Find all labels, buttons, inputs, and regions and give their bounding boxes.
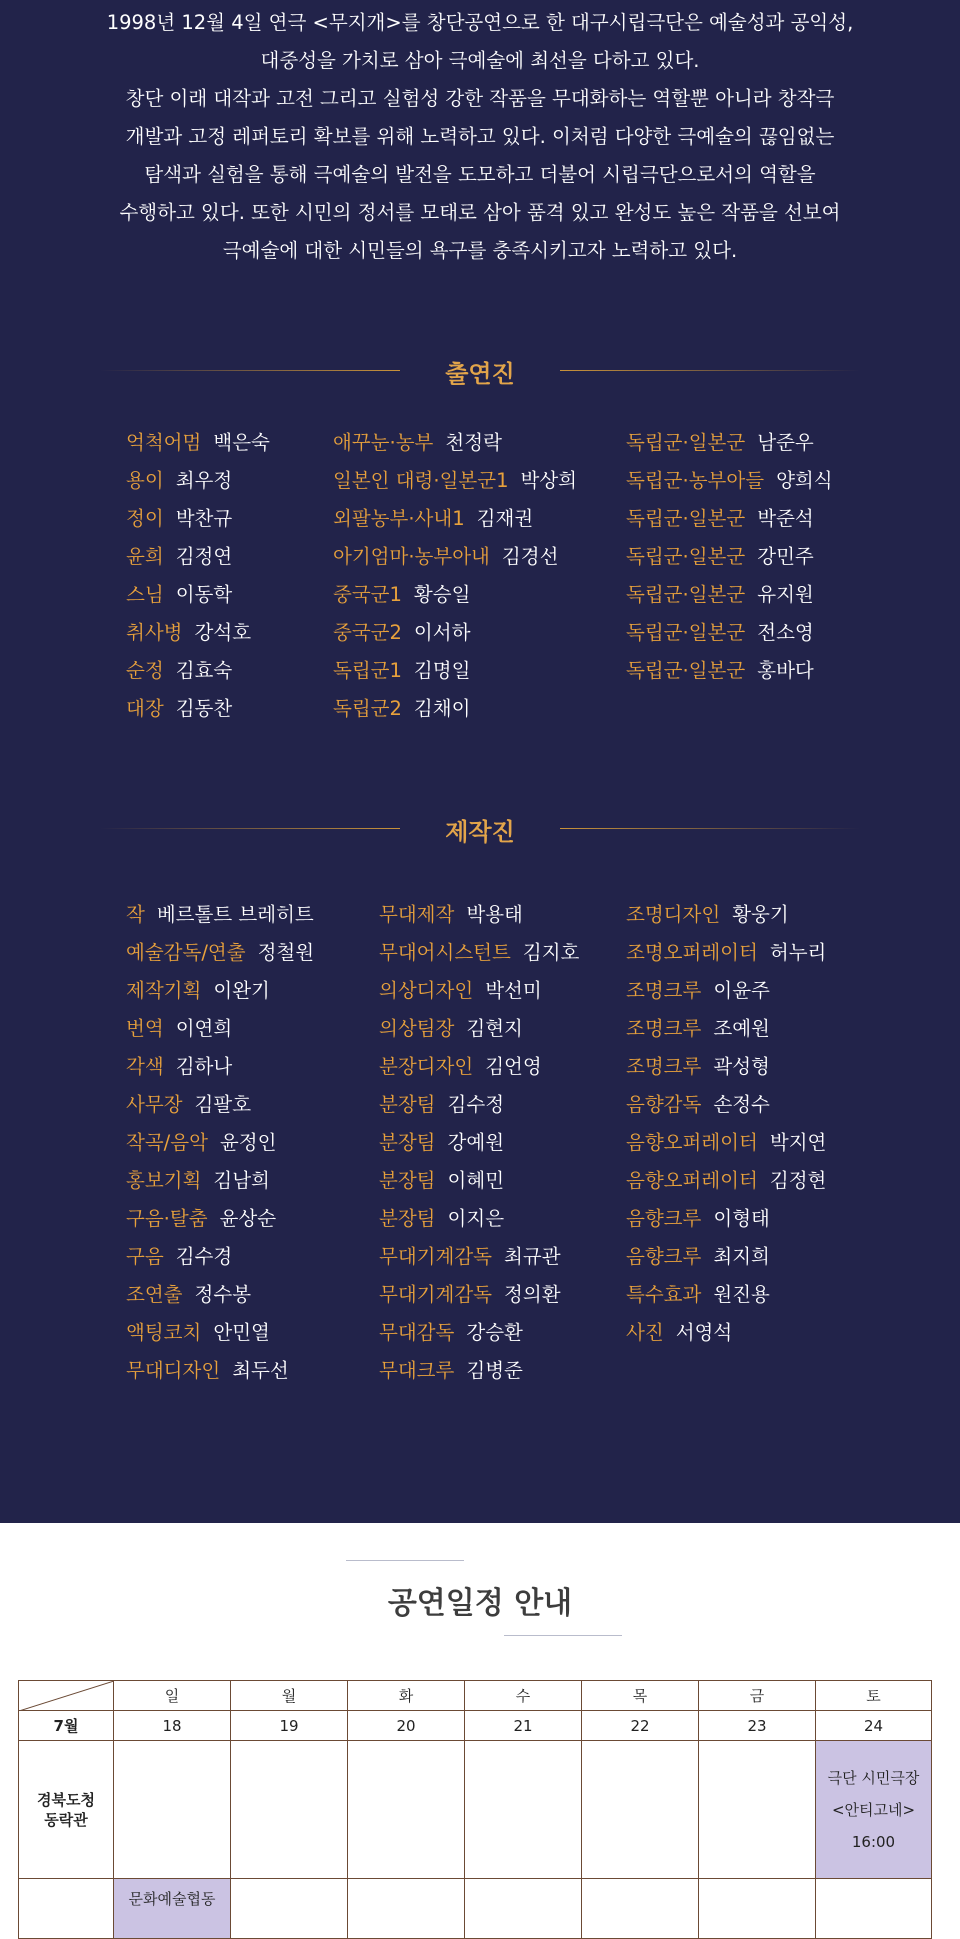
- staff-role: 구음: [126, 1245, 164, 1268]
- cast-row: [333, 652, 577, 690]
- staff-name: 손정수: [713, 1093, 770, 1116]
- intro-line: 개발과 고정 레퍼토리 확보를 위해 노력하고 있다. 이처럼 다양한 극예술의 끊임없는: [125, 125, 835, 148]
- staff-row: [379, 934, 579, 972]
- staff-role: 무대기계감독: [379, 1245, 493, 1268]
- staff-name: 김수경: [175, 1245, 233, 1268]
- intro-line: 창단 이래 대작과 고전 그리고 실험성 강한 작품을 무대화하는 역할뿐 아니라 창작극: [125, 87, 835, 110]
- cast-role: 대장: [126, 697, 164, 720]
- schedule-calendar: [18, 1680, 932, 1939]
- venue-name-line: 경북도청: [37, 1790, 95, 1809]
- cast-role: 순정: [126, 659, 164, 682]
- staff-row: [379, 896, 579, 934]
- cast-role: 억척어멈: [126, 431, 202, 454]
- staff-row: [379, 1162, 579, 1200]
- cast-name: 황승일: [413, 583, 471, 606]
- event-company: 극단 시민극장: [827, 1768, 920, 1787]
- staff-name: 최규관: [504, 1245, 561, 1268]
- staff-row: [379, 1010, 579, 1048]
- staff-role: 번역: [126, 1017, 164, 1040]
- cast-heading: [100, 350, 860, 390]
- staff-role: 의상디자인: [379, 979, 474, 1002]
- staff-role: 무대감독: [379, 1321, 455, 1344]
- cast-row: [126, 500, 270, 538]
- staff-role: 조명크루: [626, 1017, 702, 1040]
- cast-row: [333, 576, 577, 614]
- staff-role: 음향크루: [626, 1245, 702, 1268]
- staff-title: 제작진: [445, 818, 515, 846]
- staff-name: 정의환: [504, 1283, 561, 1306]
- cast-name: 이서하: [413, 621, 471, 644]
- performance-event-cell[interactable]: [816, 1741, 932, 1879]
- staff-role: 무대어시스턴트: [379, 941, 511, 964]
- cast-row: [126, 690, 270, 728]
- staff-row: [626, 1086, 826, 1124]
- staff-row: [626, 1200, 826, 1238]
- staff-row: [379, 1314, 579, 1352]
- venue-name-line: 동락관: [44, 1810, 88, 1829]
- cast-name: 김동찬: [175, 697, 233, 720]
- staff-name: 김언영: [485, 1055, 542, 1078]
- staff-row: [126, 1124, 314, 1162]
- staff-row: [126, 1010, 314, 1048]
- staff-role: 무대제작: [379, 903, 455, 926]
- staff-name: 김지호: [522, 941, 580, 964]
- staff-row: [126, 934, 314, 972]
- staff-column: [626, 896, 826, 1352]
- date-cell: 18: [114, 1711, 231, 1741]
- cast-column: [126, 424, 270, 728]
- staff-row: [379, 1238, 579, 1276]
- staff-row: [126, 1352, 314, 1390]
- event-title: <안티고네>: [831, 1800, 916, 1819]
- staff-row: [379, 1352, 579, 1390]
- cast-name: 김효숙: [175, 659, 233, 682]
- cast-role: 외팔농부·사내1: [333, 507, 465, 530]
- staff-row: [126, 1162, 314, 1200]
- weekday-tue: 화: [348, 1681, 465, 1711]
- cast-name: 김명일: [413, 659, 471, 682]
- cast-name: 강석호: [194, 621, 252, 644]
- staff-role: 사무장: [126, 1093, 183, 1116]
- weekday-row: [19, 1681, 932, 1711]
- weekday-wed: 수: [465, 1681, 582, 1711]
- staff-row: [626, 1314, 826, 1352]
- staff-name: 서영석: [675, 1321, 733, 1344]
- staff-role: 예술감독/연출: [126, 941, 246, 964]
- staff-role: 분장디자인: [379, 1055, 474, 1078]
- staff-role: 특수효과: [626, 1283, 702, 1306]
- staff-role: 음향오퍼레이터: [626, 1169, 758, 1192]
- staff-role: 조연출: [126, 1283, 183, 1306]
- staff-role: 분장팀: [379, 1169, 436, 1192]
- staff-name: 원진용: [713, 1283, 770, 1306]
- intro-line: 수행하고 있다. 또한 시민의 정서를 모태로 삼아 품격 있고 완성도 높은 작품을 선보여: [119, 201, 841, 224]
- staff-row: [379, 1048, 579, 1086]
- staff-row: [626, 1124, 826, 1162]
- staff-name: 곽성형: [713, 1055, 770, 1078]
- weekday-fri: 금: [699, 1681, 816, 1711]
- cast-name: 김재권: [476, 507, 534, 530]
- cast-role: 독립군·일본군: [626, 545, 746, 568]
- staff-role: 각색: [126, 1055, 164, 1078]
- intro-line: 대중성을 가치로 삼아 극예술에 최선을 다하고 있다.: [260, 49, 700, 72]
- staff-role: 무대기계감독: [379, 1283, 493, 1306]
- staff-name: 김정현: [769, 1169, 827, 1192]
- staff-name: 조예원: [713, 1017, 770, 1040]
- staff-name: 김하나: [175, 1055, 233, 1078]
- cast-role: 독립군·일본군: [626, 431, 746, 454]
- staff-name: 김팔호: [194, 1093, 252, 1116]
- cast-role: 용이: [126, 469, 164, 492]
- staff-name: 안민열: [213, 1321, 270, 1344]
- cast-role: 독립군·일본군: [626, 621, 746, 644]
- event-time: 16:00: [851, 1832, 896, 1851]
- cast-role: 독립군·농부아들: [626, 469, 765, 492]
- schedule-top-rule: [346, 1560, 464, 1561]
- intro-line: 극예술에 대한 시민들의 욕구를 충족시키고자 노력하고 있다.: [222, 239, 738, 262]
- empty-cell: [816, 1879, 932, 1939]
- weekday-mon: 월: [231, 1681, 348, 1711]
- cast-name: 김채이: [413, 697, 471, 720]
- staff-name: 박용태: [466, 903, 523, 926]
- staff-heading: [100, 808, 860, 848]
- cast-column: [626, 424, 833, 690]
- staff-row: [379, 1086, 579, 1124]
- staff-row: [379, 1200, 579, 1238]
- venue-row: [19, 1741, 932, 1879]
- staff-row: [379, 972, 579, 1010]
- staff-name: 김수정: [447, 1093, 505, 1116]
- staff-name: 이연희: [175, 1017, 233, 1040]
- cast-role: 아기엄마·농부아내: [333, 545, 490, 568]
- staff-row: [626, 1048, 826, 1086]
- date-cell: 23: [699, 1711, 816, 1741]
- staff-row: [626, 896, 826, 934]
- staff-row: [126, 1200, 314, 1238]
- staff-row: [126, 1086, 314, 1124]
- weekday-sat: 토: [816, 1681, 932, 1711]
- intro-paragraph: [60, 4, 900, 270]
- cast-role: 독립군·일본군: [626, 507, 746, 530]
- cast-role: 윤희: [126, 545, 164, 568]
- staff-row: [126, 972, 314, 1010]
- empty-cell: [114, 1741, 231, 1879]
- staff-name: 황웅기: [732, 903, 789, 926]
- cast-row: [126, 652, 270, 690]
- cast-role: 일본인 대령·일본군1: [333, 469, 509, 492]
- cast-row: [126, 424, 270, 462]
- staff-name: 허누리: [769, 941, 827, 964]
- staff-role: 조명크루: [626, 1055, 702, 1078]
- staff-name: 베르톨트 브레히트: [156, 903, 314, 926]
- staff-row: [126, 896, 314, 934]
- cast-name: 최우정: [175, 469, 233, 492]
- staff-role: 분장팀: [379, 1207, 436, 1230]
- staff-role: 작곡/음악: [126, 1131, 208, 1154]
- weekday-thu: 목: [582, 1681, 699, 1711]
- staff-row: [626, 1238, 826, 1276]
- staff-row: [126, 1048, 314, 1086]
- staff-name: 윤상순: [219, 1207, 277, 1230]
- cast-row: [333, 690, 577, 728]
- staff-role: 조명크루: [626, 979, 702, 1002]
- cast-name: 유지원: [757, 583, 814, 606]
- staff-role: 분장팀: [379, 1093, 436, 1116]
- cast-role: 취사병: [126, 621, 183, 644]
- staff-role: 분장팀: [379, 1131, 436, 1154]
- empty-cell: [348, 1879, 465, 1939]
- empty-cell: [582, 1741, 699, 1879]
- cast-row: [626, 500, 833, 538]
- cast-name: 남준우: [757, 431, 814, 454]
- staff-name: 이윤주: [713, 979, 770, 1002]
- cast-name: 김정연: [175, 545, 233, 568]
- cast-row: [626, 424, 833, 462]
- empty-cell: [231, 1741, 348, 1879]
- staff-name: 최두선: [232, 1359, 289, 1382]
- cast-column: [333, 424, 577, 728]
- staff-name: 이혜민: [447, 1169, 505, 1192]
- cast-row: [626, 462, 833, 500]
- date-cell: 24: [816, 1711, 932, 1741]
- cast-row: [626, 652, 833, 690]
- divider-line: [560, 828, 860, 829]
- staff-row: [626, 934, 826, 972]
- staff-name: 김병준: [466, 1359, 523, 1382]
- staff-role: 조명오퍼레이터: [626, 941, 758, 964]
- staff-name: 윤정인: [219, 1131, 277, 1154]
- staff-row: [126, 1314, 314, 1352]
- cast-name: 박상희: [520, 469, 578, 492]
- date-cell: 19: [231, 1711, 348, 1741]
- staff-role: 제작기획: [126, 979, 202, 1002]
- empty-cell: [582, 1879, 699, 1939]
- staff-row: [126, 1276, 314, 1314]
- performance-event-cell[interactable]: [114, 1879, 231, 1939]
- staff-role: 작: [126, 903, 145, 926]
- cast-role: 독립군2: [333, 697, 402, 720]
- cast-name: 박준석: [757, 507, 814, 530]
- cast-row: [126, 538, 270, 576]
- month-label: 7월: [19, 1711, 114, 1741]
- staff-name: 정철원: [257, 941, 315, 964]
- empty-cell: [231, 1879, 348, 1939]
- staff-row: [626, 1162, 826, 1200]
- cast-role: 독립군·일본군: [626, 659, 746, 682]
- divider-line: [560, 370, 860, 371]
- staff-row: [379, 1124, 579, 1162]
- cast-row: [333, 538, 577, 576]
- cast-name: 양희식: [776, 469, 833, 492]
- empty-cell: [699, 1879, 816, 1939]
- staff-role: 무대디자인: [126, 1359, 221, 1382]
- date-cell: 21: [465, 1711, 582, 1741]
- cast-name: 강민주: [757, 545, 814, 568]
- empty-cell: [465, 1741, 582, 1879]
- staff-name: 박선미: [485, 979, 542, 1002]
- empty-cell: [348, 1741, 465, 1879]
- staff-name: 이지은: [447, 1207, 505, 1230]
- cast-role: 애꾸눈·농부: [333, 431, 434, 454]
- cast-row: [126, 576, 270, 614]
- cast-name: 김경선: [501, 545, 559, 568]
- staff-role: 음향감독: [626, 1093, 702, 1116]
- cast-row: [333, 500, 577, 538]
- staff-column: [379, 896, 579, 1390]
- staff-role: 무대크루: [379, 1359, 455, 1382]
- cast-row: [126, 462, 270, 500]
- staff-role: 사진: [626, 1321, 664, 1344]
- cast-role: 중국군1: [333, 583, 402, 606]
- date-row: [19, 1711, 932, 1741]
- venue-cell: [19, 1879, 114, 1939]
- staff-name: 강승환: [466, 1321, 523, 1344]
- empty-cell: [699, 1741, 816, 1879]
- cast-role: 정이: [126, 507, 164, 530]
- date-cell: 20: [348, 1711, 465, 1741]
- cast-row: [626, 576, 833, 614]
- staff-role: 음향크루: [626, 1207, 702, 1230]
- staff-role: 조명디자인: [626, 903, 721, 926]
- staff-role: 구음·탈춤: [126, 1207, 208, 1230]
- cast-name: 천정락: [445, 431, 502, 454]
- corner-cell: [19, 1681, 114, 1711]
- cast-role: 독립군1: [333, 659, 402, 682]
- diagonal-line-icon: [19, 1681, 114, 1711]
- cast-role: 독립군·일본군: [626, 583, 746, 606]
- cast-row: [126, 614, 270, 652]
- cast-title: 출연진: [445, 360, 515, 388]
- staff-row: [126, 1238, 314, 1276]
- cast-row: [626, 538, 833, 576]
- staff-role: 음향오퍼레이터: [626, 1131, 758, 1154]
- venue-cell: [19, 1741, 114, 1879]
- staff-row: [379, 1276, 579, 1314]
- cast-row: [333, 614, 577, 652]
- cast-name: 이동학: [175, 583, 233, 606]
- cast-row: [333, 424, 577, 462]
- staff-name: 최지희: [713, 1245, 770, 1268]
- date-cell: 22: [582, 1711, 699, 1741]
- weekday-sun: 일: [114, 1681, 231, 1711]
- staff-role: 액팅코치: [126, 1321, 202, 1344]
- staff-name: 이완기: [213, 979, 270, 1002]
- staff-name: 강예원: [447, 1131, 505, 1154]
- staff-role: 홍보기획: [126, 1169, 202, 1192]
- schedule-title: 공연일정 안내: [387, 1586, 573, 1621]
- staff-name: 김현지: [466, 1017, 523, 1040]
- cast-row: [626, 614, 833, 652]
- cast-name: 박찬규: [175, 507, 233, 530]
- staff-row: [626, 1276, 826, 1314]
- staff-name: 정수봉: [194, 1283, 252, 1306]
- cast-row: [333, 462, 577, 500]
- event-company: 문화예술협동: [128, 1890, 216, 1908]
- intro-line: 1998년 12월 4일 연극 <무지개>를 창단공연으로 한 대구시립극단은 예술성과 공익성,: [106, 11, 854, 34]
- staff-row: [626, 1010, 826, 1048]
- cast-name: 백은숙: [213, 431, 270, 454]
- staff-role: 의상팀장: [379, 1017, 455, 1040]
- intro-line: 탐색과 실험을 통해 극예술의 발전을 도모하고 더불어 시립극단으로서의 역할을: [144, 163, 816, 186]
- staff-name: 박지연: [769, 1131, 827, 1154]
- venue-row: [19, 1879, 932, 1939]
- empty-cell: [465, 1879, 582, 1939]
- staff-name: 이형태: [713, 1207, 770, 1230]
- cast-name: 홍바다: [757, 659, 814, 682]
- staff-row: [626, 972, 826, 1010]
- cast-name: 전소영: [757, 621, 814, 644]
- cast-role: 중국군2: [333, 621, 402, 644]
- staff-name: 김남희: [213, 1169, 270, 1192]
- cast-role: 스님: [126, 583, 164, 606]
- staff-column: [126, 896, 314, 1390]
- schedule-bottom-rule: [504, 1635, 622, 1636]
